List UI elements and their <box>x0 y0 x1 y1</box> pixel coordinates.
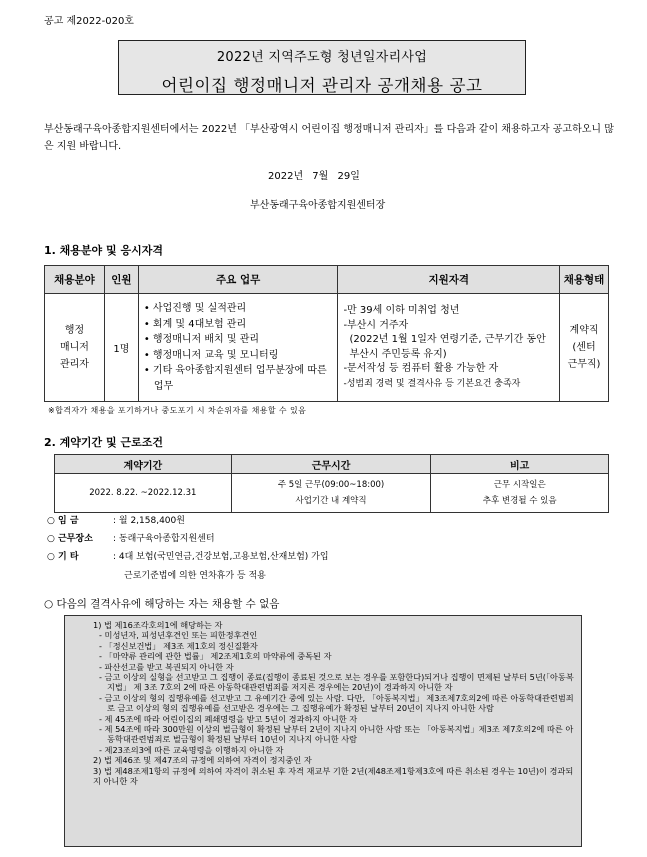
intro-paragraph: 부산동래구육아종합지원센터에서는 2022년 「부산광역시 어린이집 행정매니저 관리자」를 다음과 같이 채용하고자 공고하오니 많은 지원 바랍니다. <box>44 124 614 152</box>
remark-cell <box>431 474 609 513</box>
header-period: 계약기간 <box>55 455 232 474</box>
condition-label: ○ 기 타 <box>47 552 79 562</box>
field-cell: 행정 매니저 관리자 <box>45 294 105 402</box>
disqualification-item: 1) 법 제16조각호의1에 해당하는 자 <box>93 620 223 630</box>
duty-item: • 행정매니저 배치 및 관리 <box>144 332 333 348</box>
recruitment-row <box>45 294 609 402</box>
recruitment-header-row <box>45 266 609 294</box>
header-duties: 주요 업무 <box>138 266 338 294</box>
duties-cell <box>138 294 338 402</box>
qualification-item: (2022년 1월 1일자 연령기준, 근무기간 동안 부산시 주민등록 유지) <box>349 334 546 360</box>
qualification-item: -문서작성 등 컴퓨터 활용 가능한 자 <box>343 363 499 374</box>
header-remark: 비고 <box>431 455 609 474</box>
qualification-item: -성범죄 경력 및 결격사유 등 기본요건 충족자 <box>343 378 521 389</box>
condition-extra: 근로기준법에 의한 연차휴가 등 적용 <box>124 571 266 581</box>
duty-item: • 기타 육아종합지원센터 업무분장에 따른 업무 <box>144 363 333 394</box>
remark-line1: 근무 시작일은 <box>493 480 546 490</box>
disqualification-item: - 파산선고를 받고 복권되지 아니한 자 <box>99 661 234 672</box>
title-line1: 2022년 지역주도형 청년일자리사업 <box>216 50 428 65</box>
disqualification-item: 3) 법 제48조제1항의 규정에 의하여 자격이 취소된 후 자격 재교부 기한 2년(제48조제1항제3호에 따른 취소된 경우는 10년)이 경과되지 아니한 자 <box>93 765 574 787</box>
header-count: 인원 <box>104 266 138 294</box>
disqualification-item: - 금고 이상의 형의 집행유예를 선고받고 그 유예기간 중에 있는 사람. 다만, 「아동복지법」 제3조제7호의2에 따른 아동학대관련범죄로 금고 이상의 형의 집행유예를 선고받은 경우에는 그 집행유예가 확정된 날부터 20년이 지나지 아니한 사람 <box>99 692 574 714</box>
section1-heading: 1. 채용분야 및 응시자격 <box>44 244 163 257</box>
disqualification-item: 2) 법 제46조 및 제47조의 규정에 의하여 자격이 정지중인 자 <box>93 755 312 766</box>
duty-item: • 회계 및 4대보험 관리 <box>144 317 333 333</box>
title-line2: 어린이집 행정매니저 관리자 공개채용 공고 <box>161 76 483 95</box>
duty-item: • 행정매니저 교육 및 모니터링 <box>144 348 333 364</box>
recruitment-table <box>44 265 609 402</box>
header-field: 채용분야 <box>45 266 105 294</box>
work-contract-type: 사업기간 내 계약직 <box>295 496 367 506</box>
header-qualifications: 지원자격 <box>338 266 560 294</box>
condition-wage <box>47 513 185 526</box>
disqualification-item: - 「정신보건법」 제3조 제1호의 정신질환자 <box>99 640 258 651</box>
disqualification-box <box>64 615 582 847</box>
condition-value: : 동래구육아종합지원센터 <box>113 534 215 544</box>
condition-location <box>47 531 215 544</box>
qualifications-cell <box>338 294 560 402</box>
disqualification-item: - 제23조의3에 따른 교육명령을 이행하지 아니한 자 <box>99 744 284 755</box>
eligibility-heading: ○ 다음의 결격사유에 해당하는 자는 채용할 수 없음 <box>44 598 280 610</box>
disqualification-item: - 금고 이상의 실형을 선고받고 그 집행이 종료(집행이 종료된 것으로 보는 경우를 포함한다)되거나 집행이 면제된 날부터 5년(「아동복지법」 제 3조 7호의 2에 따른 아동학대관련범죄를 저지른 경우에는 20년)이 경과하지 아니한 자 <box>99 672 574 693</box>
contract-header-row <box>55 455 609 474</box>
contract-table <box>54 454 609 513</box>
disqualification-item: - 「마약류 관리에 관한 법률」 제2조제1호의 마약류에 중독된 자 <box>99 651 332 662</box>
condition-label: ○ 근무장소 <box>47 534 93 544</box>
duty-item: • 사업진행 및 실적관리 <box>144 301 333 317</box>
announcement-date: 2022년 7월 29일 <box>268 171 360 182</box>
section2-heading: 2. 계약기간 및 근로조건 <box>44 436 163 449</box>
remark-line2: 추후 변경될 수 있음 <box>482 496 557 506</box>
work-hours-cell <box>231 474 431 513</box>
condition-value: : 4대 보험(국민연금,건강보험,고용보험,산재보험) 가입 <box>113 552 329 562</box>
condition-label: ○ 임 금 <box>47 516 79 526</box>
work-hours: 주 5일 근무(09:00~18:00) <box>277 480 385 490</box>
hiring-note: ※합격자가 채용을 포기하거나 중도포기 시 차순위자를 채용할 수 있음 <box>48 406 307 415</box>
notice-number: 공고 제2022-020호 <box>44 16 134 27</box>
header-hours: 근무시간 <box>231 455 431 474</box>
disqualification-item: - 제 54조에 따라 300만원 이상의 벌금형이 확정된 날부터 2년이 지나지 아니한 사람 또는 「아동복지법」제3조 제7호의2에 따른 아동학대관련범죄로 벌금형이 확정된 날부터 10년이 지나지 아니한 사람 <box>99 724 574 745</box>
condition-other <box>47 549 329 562</box>
qualification-item: -만 39세 이하 미취업 청년 <box>343 305 460 316</box>
contract-period: 2022. 8.22. ~2022.12.31 <box>55 474 232 513</box>
disqualification-item: - 미성년자, 피성년후견인 또는 피한정후견인 <box>99 630 258 641</box>
header-employment-type: 채용형태 <box>560 266 609 294</box>
title-box <box>118 40 526 95</box>
contract-row <box>55 474 609 513</box>
condition-value: : 월 2,158,400원 <box>113 516 185 526</box>
disqualification-item: - 제 45조에 따라 어린이집의 폐쇄명령을 받고 5년이 경과하지 아니한 자 <box>99 713 358 724</box>
organization-name: 부산동래구육아종합지원센터장 <box>250 200 386 211</box>
count-cell: 1명 <box>104 294 138 402</box>
employment-type-cell: 계약직 (센터 근무직) <box>560 294 609 402</box>
qualification-item: -부산시 거주자 <box>343 319 409 331</box>
